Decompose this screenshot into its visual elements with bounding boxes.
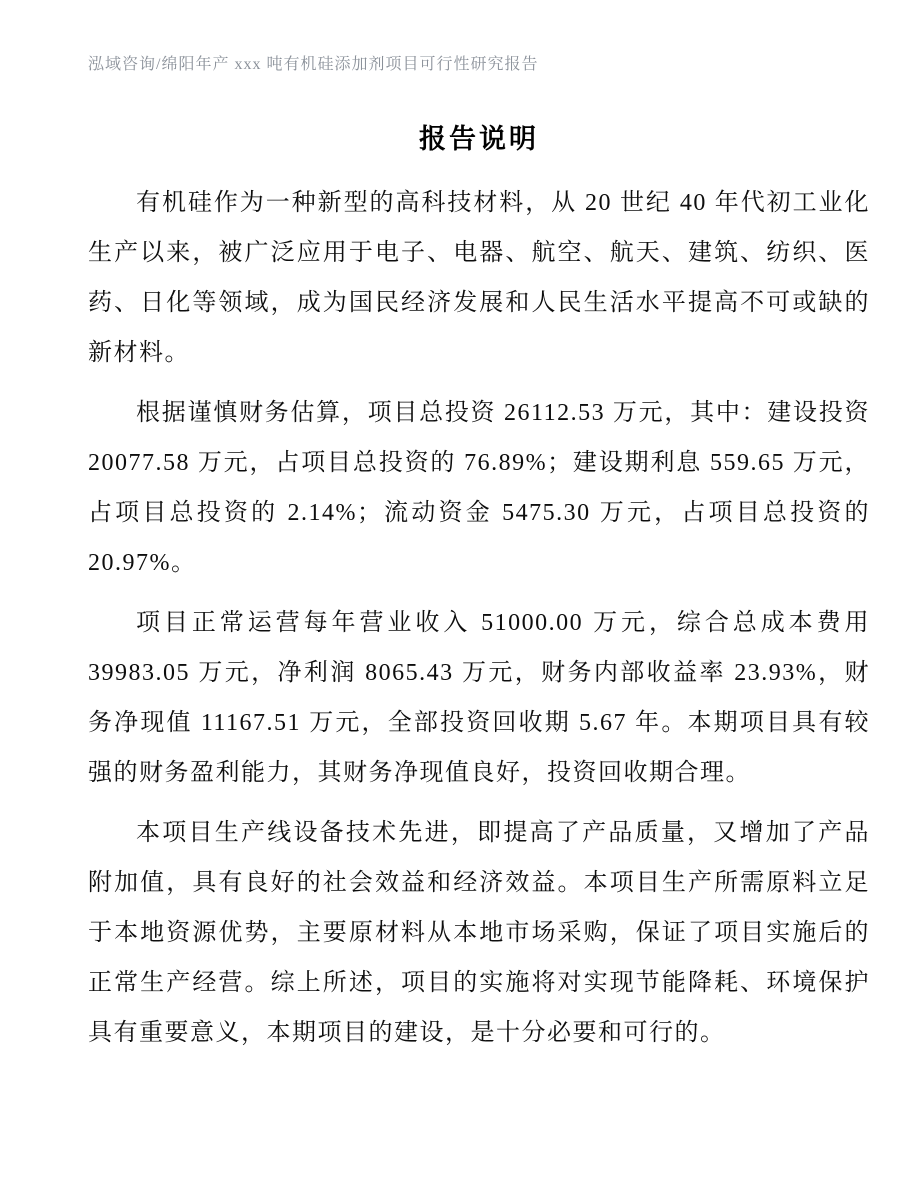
document-body xyxy=(88,178,870,1058)
paragraph: 有机硅作为一种新型的高科技材料，从 20 世纪 40 年代初工业化生产以来，被广泛应用于电子、电器、航空、航天、建筑、纺织、医药、日化等领域，成为国民经济发展和人民生活水平提高不可或缺的新材料。 xyxy=(88,190,870,366)
page-title: 报告说明 xyxy=(419,124,539,154)
paragraph: 根据谨慎财务估算，项目总投资 26112.53 万元，其中：建设投资 20077.58 万元，占项目总投资的 76.89%；建设期利息 559.65 万元，占项目总投资的 2.14%；流动资金 5475.30 万元，占项目总投资的 20.97%。 xyxy=(88,400,870,576)
paragraph: 项目正常运营每年营业收入 51000.00 万元，综合总成本费用 39983.05 万元，净利润 8065.43 万元，财务内部收益率 23.93%，财务净现值 11167.51 万元，全部投资回收期 5.67 年。本期项目具有较强的财务盈利能力，其财务净现值良好，投资回收期合理。 xyxy=(88,610,870,786)
paragraph: 本项目生产线设备技术先进，即提高了产品质量，又增加了产品附加值，具有良好的社会效益和经济效益。本项目生产所需原料立足于本地资源优势，主要原材料从本地市场采购，保证了项目实施后的正常生产经营。综上所述，项目的实施将对实现节能降耗、环境保护具有重要意义，本期项目的建设，是十分必要和可行的。 xyxy=(88,820,870,1046)
page-header-running-title: 泓域咨询/绵阳年产 xxx 吨有机硅添加剂项目可行性研究报告 xyxy=(88,56,539,73)
